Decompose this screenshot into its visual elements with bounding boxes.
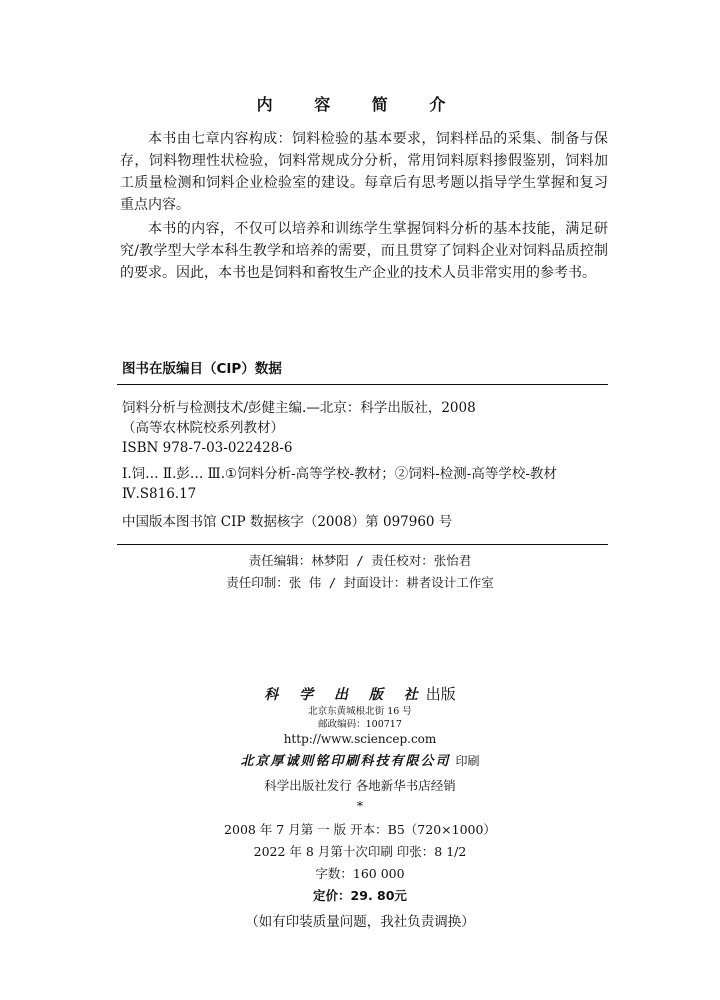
publisher-line [0,683,720,704]
cip-isbn-line: ISBN 978-7-03-022428-6 [122,440,293,456]
cip-bottom-rule [117,544,608,545]
publisher-postcode: 邮政编码：100717 [318,719,402,730]
separator-star: * [356,798,364,813]
summary-paragraph-1: 本书由七章内容构成：饲料检验的基本要求，饲料样品的采集、制备与保存，饲料物理性状检验，饲料常规成分分析，常用饲料原料掺假鉴别，饲料加工质量检测和饲料企业检验室的建设。每章后有思考题以指导学生掌握和复习重点内容。 [120,131,608,213]
word-count: 字数：160 000 [315,866,405,881]
price: 定价：29. 80元 [313,888,407,903]
publisher-suffix: 出版 [425,685,456,703]
cip-series-line: （高等农林院校系列教材） [122,420,284,436]
printer-name: 北京厚诚则铭印刷科技有限公司 [240,754,451,769]
printer-suffix: 印刷 [455,754,480,768]
cip-heading: 图书在版编目（CIP）数据 [122,361,282,377]
printer-line [0,750,720,769]
summary-paragraph-2: 本书的内容，不仅可以培养和训练学生掌握饲料分析的基本技能，满足研究/教学型大学本科生教学和培养的需要，而且贯穿了饲料企业对饲料品质控制的要求。因此，本书也是饲料和畜牧生产企业的技术人员非常实用的参考书。 [120,221,608,281]
publisher-logo: 科 学 出 版 社 [264,687,426,703]
cip-top-rule [117,384,608,385]
credits-production: 责任印制：张 伟 / 封面设计：耕者设计工作室 [226,575,494,590]
cip-number-line: 中国版本图书馆 CIP 数据核字（2008）第 097960 号 [122,514,453,530]
edition-line: 2008 年 7 月第 一 版 开本：B5（720×1000） [224,822,496,837]
publisher-address: 北京东黄城根北街 16 号 [308,706,412,717]
cip-title-line: 饲料分析与检测技术/彭健主编.—北京：科学出版社，2008 [122,400,476,416]
credits-editors: 责任编辑：林梦阳 / 责任校对：张怡君 [248,553,472,568]
publisher-url: http://www.sciencep.com [283,732,437,746]
printing-line: 2022 年 8 月第十次印刷 印张：8 1/2 [253,844,467,859]
cip-classification-line: Ⅰ.饲… Ⅱ.彭… Ⅲ.①饲料分析-高等学校-教材；②饲料-检测-高等学校-教材 Ⅳ.S816.17 [122,466,557,502]
summary-title: 内 容 简 介 [256,95,464,114]
quality-notice: （如有印装质量问题，我社负责调换） [245,914,475,930]
distribution-line: 科学出版社发行 各地新华书店经销 [264,778,456,793]
